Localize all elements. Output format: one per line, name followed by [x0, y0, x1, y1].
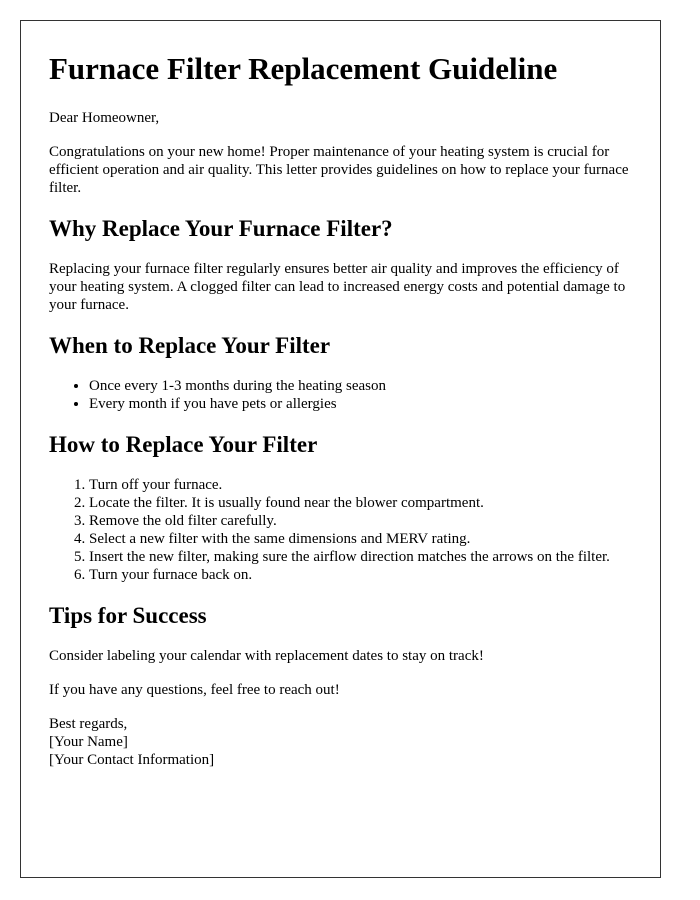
tips-heading: Tips for Success [49, 603, 207, 628]
list-item: 5. Insert the new filter, making sure the airflow direction matches the arrows on the filter. [89, 548, 632, 566]
when-list [49, 377, 632, 413]
tips-paragraph: Consider labeling your calendar with replacement dates to stay on track! [49, 648, 484, 664]
closing-regards: Best regards, [49, 716, 128, 732]
list-item: 2. Locate the filter. It is usually found near the blower compartment. [89, 494, 632, 512]
how-heading: How to Replace Your Filter [49, 432, 318, 457]
greeting: Dear Homeowner, [49, 110, 160, 126]
list-item: • Every month if you have pets or allergies [89, 395, 632, 413]
page-title: Furnace Filter Replacement Guideline [49, 51, 558, 86]
why-heading: Why Replace Your Furnace Filter? [49, 216, 393, 241]
sender-contact: [Your Contact Information] [49, 752, 215, 768]
letter-page [20, 20, 661, 878]
intro-paragraph: Congratulations on your new home! Proper maintenance of your heating system is crucial for efficient operation and air quality. This letter provides guidelines on how to replace your furnace filter. [49, 144, 629, 196]
when-heading: When to Replace Your Filter [49, 333, 331, 358]
list-item: 4. Select a new filter with the same dimensions and MERV rating. [89, 530, 632, 548]
how-steps-list [49, 476, 632, 584]
sender-name: [Your Name] [49, 734, 128, 750]
list-item: • Once every 1-3 months during the heating season [89, 377, 632, 395]
list-item: 3. Remove the old filter carefully. [89, 512, 632, 530]
signature-block [49, 715, 632, 769]
questions-paragraph: If you have any questions, feel free to reach out! [49, 682, 340, 698]
list-item: 1. Turn off your furnace. [89, 476, 632, 494]
list-item: 6. Turn your furnace back on. [89, 566, 632, 584]
why-paragraph: Replacing your furnace filter regularly ensures better air quality and improves the efficiency of your heating system. A clogged filter can lead to increased energy costs and potential damage to your furnace. [49, 261, 626, 313]
